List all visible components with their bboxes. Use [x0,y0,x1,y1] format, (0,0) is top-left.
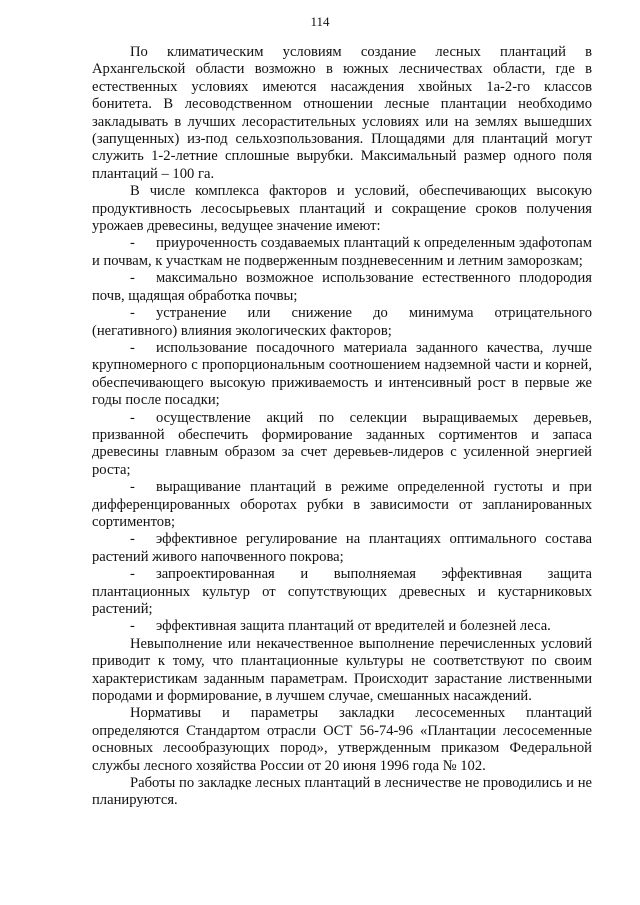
list-item-text: осуществление акций по селекции выращиваемых деревьев, призванной обеспечить формирование заданных сортиментов и запаса древесины главным образом за счет деревьев-лидеров с усиленной энергией роста; [92,409,592,478]
list-item [92,340,592,410]
list-dash: - [130,270,135,287]
list-dash: - [130,566,135,583]
list-dash: - [130,531,135,548]
list-item-text: максимально возможное использование естественного плодородия почв, щадящая обработка почвы; [92,270,592,304]
list-dash: - [130,409,135,426]
paragraph-works-status: Работы по закладке лесных плантаций в лесничестве не проводились и не планируются. [92,775,592,809]
page-number: 114 [310,14,330,29]
list-dash: - [130,235,135,252]
list-item [92,270,592,305]
list-dash: - [130,339,135,356]
list-item-text: устранение или снижение до минимума отрицательного (негативного) влияния экологических факторов; [92,305,592,339]
paragraph-standards: Нормативы и параметры закладки лесосеменных плантаций определяются Стандартом отрасли ОСТ 56-74-96 «Плантации лесосеменные основных лесообразующих пород», утвержденным приказом Федеральной службы лесного хозяйства России от 20 июня 1996 года № 102. [92,705,592,774]
document-body [92,44,592,810]
paragraph-climate: По климатическим условиям создание лесных плантаций в Архангельской области возможно в южных лесничествах области, где в естественных условиях имеются насаждения хвойных 1а-2-го классов бонитета. В лесоводственном отношении лесные плантации необходимо закладывать в лучших лесорастительных условиях или на землях вышедших (запущенных) из-под сельхозпользования. Площадями для плантаций могут служить 1-2-летние сплошные вырубки. Максимальный размер одного поля плантаций – 100 га. [92,44,592,182]
paragraph-factors-intro: В числе комплекса факторов и условий, обеспечивающих высокую продуктивность лесосырьевых плантаций и сокращение сроков получения урожаев древесины, ведущее значение имеют: [92,183,592,235]
paragraph-nonfulfillment: Невыполнение или некачественное выполнение перечисленных условий приводит к тому, что плантационные культуры не соответствуют по своим характеристикам заданным параметрам. Происходит зарастание лиственными породами и формирование, в лучшем случае, смешанных насаждений. [92,635,592,705]
list-item [92,479,592,531]
list-item-text: выращивание плантаций в режиме определенной густоты и при дифференцированных оборотах рубки в зависимости от запланированных сортиментов; [92,479,592,530]
list-item [92,618,592,635]
list-item-text: эффективная защита плантаций от вредителей и болезней леса. [156,618,551,635]
list-dash: - [130,305,135,322]
list-item-text: использование посадочного материала заданного качества, лучше крупномерного с пропорциональным соотношением надземной части и корней, обеспечивающего высокую приживаемость и интенсивный рост в первые же годы после посадки; [92,339,592,409]
list-item-text: эффективное регулирование на плантациях оптимального состава растений живого напочвенного покрова; [92,531,592,565]
list-dash: - [130,479,135,496]
list-item [92,531,592,566]
list-item [92,305,592,340]
list-item [92,410,592,480]
list-item [92,235,592,270]
list-item [92,566,592,618]
list-item-text: приуроченность создаваемых плантаций к определенным эдафотопам и почвам, к участкам не подверженным поздневесенним и летним заморозкам; [92,235,592,269]
list-item-text: запроектированная и выполняемая эффективная защита плантационных культур от сопутствующих древесных и кустарниковых растений; [92,566,592,617]
list-dash: - [130,618,135,635]
